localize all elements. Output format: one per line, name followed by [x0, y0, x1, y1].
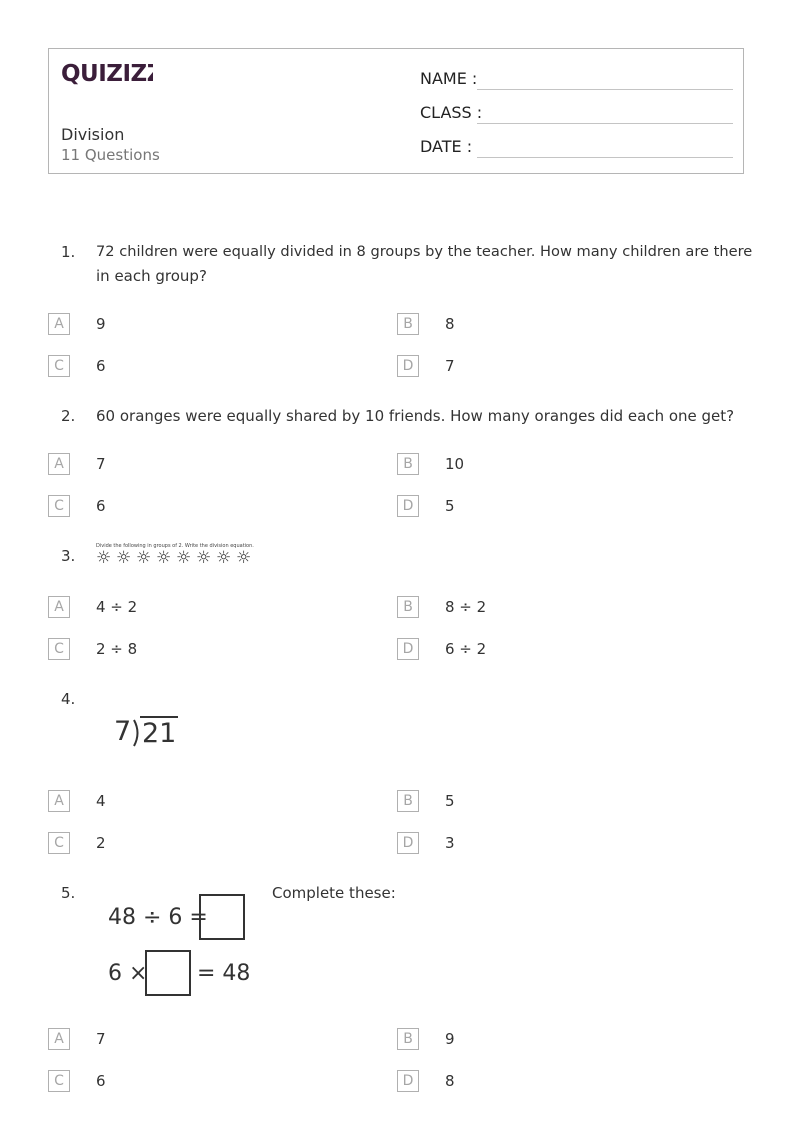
option-text[interactable]: 4: [96, 792, 106, 810]
option-text[interactable]: 7: [96, 1030, 106, 1048]
question-text: Complete these:: [272, 884, 396, 902]
option-text[interactable]: 7: [445, 357, 455, 375]
question-text: 60 oranges were equally shared by 10 friends. How many oranges did each one get?: [96, 407, 735, 425]
option-letter[interactable]: D: [397, 1070, 419, 1092]
option-text[interactable]: 7: [96, 455, 106, 473]
worksheet-header: [48, 48, 744, 174]
option-letter[interactable]: D: [397, 495, 419, 517]
option-letter[interactable]: D: [397, 355, 419, 377]
sun-icon: ☼: [116, 548, 132, 568]
sun-icon: ☼: [236, 548, 252, 568]
answer-box: [199, 894, 245, 940]
option-letter[interactable]: C: [48, 832, 70, 854]
divisor: 7: [114, 716, 132, 747]
date-field[interactable]: [477, 157, 733, 158]
question-number: 5.: [61, 884, 76, 902]
option-letter[interactable]: B: [397, 1028, 419, 1050]
option-text[interactable]: 6: [96, 497, 106, 515]
option-text[interactable]: 6: [96, 357, 106, 375]
question-text-line: in each group?: [96, 267, 207, 285]
sun-icon: ☼: [96, 548, 112, 568]
sun-icon: ☼: [216, 548, 232, 568]
option-letter[interactable]: D: [397, 832, 419, 854]
option-text[interactable]: 5: [445, 497, 455, 515]
date-label: DATE :: [420, 137, 473, 156]
option-letter[interactable]: B: [397, 790, 419, 812]
option-text[interactable]: 6 ÷ 2: [445, 640, 487, 658]
option-text[interactable]: 6: [96, 1072, 106, 1090]
option-letter[interactable]: B: [397, 596, 419, 618]
option-letter[interactable]: C: [48, 495, 70, 517]
sun-icon: ☼: [156, 548, 172, 568]
option-text[interactable]: 2: [96, 834, 106, 852]
question-text: [96, 240, 756, 288]
question-number: 2.: [61, 407, 76, 425]
option-text[interactable]: 9: [445, 1030, 455, 1048]
option-letter[interactable]: A: [48, 313, 70, 335]
class-label: CLASS :: [420, 103, 483, 122]
svg-text:QUIZIZZ: QUIZIZZ: [61, 61, 153, 87]
question-number: 1.: [61, 243, 76, 261]
sun-icon: ☼: [176, 548, 192, 568]
option-text[interactable]: 8: [445, 1072, 455, 1090]
option-text[interactable]: 2 ÷ 8: [96, 640, 138, 658]
option-text[interactable]: 9: [96, 315, 106, 333]
option-letter[interactable]: C: [48, 638, 70, 660]
equation-2-right: = 48: [197, 961, 251, 986]
option-letter[interactable]: B: [397, 313, 419, 335]
option-letter[interactable]: A: [48, 790, 70, 812]
option-text[interactable]: 8 ÷ 2: [445, 598, 487, 616]
option-letter[interactable]: B: [397, 453, 419, 475]
class-field[interactable]: [477, 123, 733, 124]
option-text[interactable]: 4 ÷ 2: [96, 598, 138, 616]
option-text[interactable]: 5: [445, 792, 455, 810]
option-text[interactable]: 3: [445, 834, 455, 852]
question-count: 11 Questions: [61, 146, 160, 164]
name-field[interactable]: [477, 89, 733, 90]
question-image-caption: Divide the following in groups of 2. Write the division equation.: [96, 543, 254, 549]
worksheet-title: Division: [61, 125, 125, 144]
dividend: 21: [142, 718, 177, 749]
option-text[interactable]: 8: [445, 315, 455, 333]
name-label: NAME :: [420, 69, 478, 88]
option-text[interactable]: 10: [445, 455, 465, 473]
option-letter[interactable]: D: [397, 638, 419, 660]
option-letter[interactable]: A: [48, 1028, 70, 1050]
quizizz-logo: [61, 59, 153, 91]
question-number: 4.: [61, 690, 76, 708]
option-letter[interactable]: C: [48, 355, 70, 377]
option-letter[interactable]: A: [48, 596, 70, 618]
option-letter[interactable]: A: [48, 453, 70, 475]
equation-1: 48 ÷ 6 =: [108, 905, 208, 930]
question-text-line: 72 children were equally divided in 8 groups by the teacher. How many children are there: [96, 243, 753, 260]
option-letter[interactable]: C: [48, 1070, 70, 1092]
equation-2-left: 6 ×: [108, 961, 148, 986]
sun-icon: ☼: [196, 548, 212, 568]
sun-icon: ☼: [136, 548, 152, 568]
question-number: 3.: [61, 547, 76, 565]
answer-box: [145, 950, 191, 996]
